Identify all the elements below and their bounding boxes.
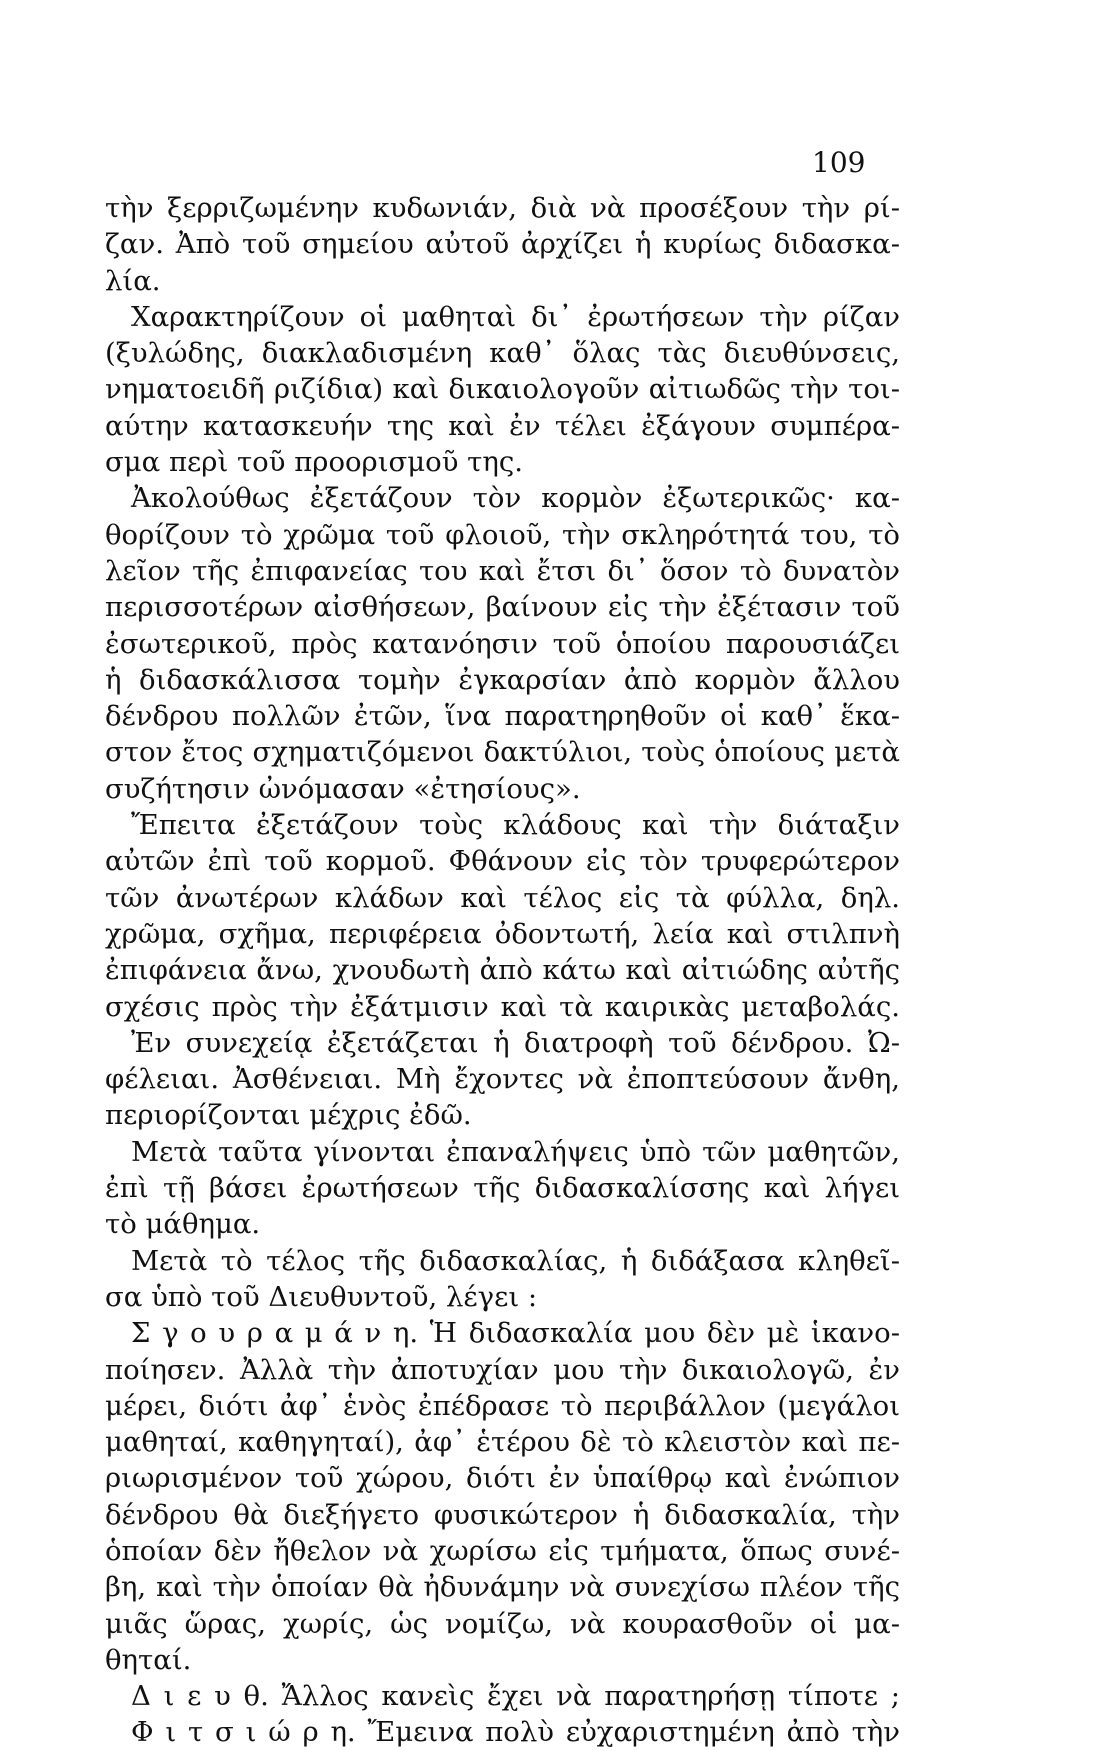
text-line: αὐτῶν ἐπὶ τοῦ κορμοῦ. Φθάνουν εἰς τὸν τρυφερώτερον [105, 845, 900, 878]
text-line: λεῖον τῆς ἐπιφανείας του καὶ ἔτσι δι᾽ ὅσον τὸ δυνατὸν [105, 554, 900, 587]
text-line: μέρει, διότι ἀφ᾽ ἑνὸς ἐπέδρασε τὸ περιβάλλον (μεγάλοι [105, 1389, 900, 1422]
text-line: περιορίζονται μέχρις ἐδῶ. [105, 1099, 472, 1132]
text-line: ἡ διδασκάλισσα τομὴν ἐγκαρσίαν ἀπὸ κορμὸν ἄλλου [105, 663, 900, 696]
text-line: ζαν. Ἀπὸ τοῦ σημείου αὐτοῦ ἀρχίζει ἡ κυρίως διδασκα- [105, 228, 900, 261]
text-line: δένδρου θὰ διεξήγετο φυσικώτερον ἡ διδασκαλία, τὴν [105, 1498, 900, 1531]
text-line: χρῶμα, σχῆμα, περιφέρεια ὀδοντωτή, λεία καὶ στιλπνὴ [105, 917, 900, 950]
text-line: ριωρισμένον τοῦ χώρου, διότι ἐν ὑπαίθρῳ καὶ ἐνώπιον [105, 1462, 900, 1495]
text-line: Ἔπειτα ἐξετάζουν τοὺς κλάδους καὶ τὴν διάταξιν [131, 809, 900, 842]
text-line: Μετὰ τὸ τέλος τῆς διδασκαλίας, ἡ διδάξασα κληθεῖ- [131, 1244, 900, 1277]
text-line: Μετὰ ταῦτα γίνονται ἐπαναλήψεις ὑπὸ τῶν μαθητῶν, [131, 1135, 900, 1168]
text-line: θορίζουν τὸ χρῶμα τοῦ φλοιοῦ, τὴν σκληρότητά του, τὸ [105, 518, 900, 551]
text-line: ἐπιφάνεια ἄνω, χνουδωτὴ ἀπὸ κάτω καὶ αἰτιώδης αὐτῆς [105, 954, 900, 987]
text-line: ἐσωτερικοῦ, πρὸς κατανόησιν τοῦ ὁποίου παρουσιάζει [105, 627, 900, 660]
text-line: Σ γ ο υ ρ α μ ά ν η. Ἡ διδασκαλία μου δὲν μὲ ἱκανο- [131, 1317, 900, 1350]
text-line: αύτην κατασκευήν της καὶ ἐν τέλει ἐξάγουν συμπέρα- [105, 409, 900, 442]
text-line: περισσοτέρων αἰσθήσεων, βαίνουν εἰς τὴν ἐξέτασιν τοῦ [105, 591, 900, 624]
text-line: φέλειαι. Ἀσθένειαι. Μὴ ἔχοντες νὰ ἐποπτεύσουν ἄνθη, [105, 1063, 900, 1096]
text-line: σα ὑπὸ τοῦ Διευθυντοῦ, λέγει : [105, 1280, 538, 1313]
text-line: μαθηταί, καθηγηταί), ἀφ᾽ ἑτέρου δὲ τὸ κλειστὸν καὶ πε- [105, 1426, 900, 1459]
text-line: (ξυλώδης, διακλαδισμένη καθ᾽ ὅλας τὰς διευθύνσεις, [105, 337, 900, 370]
text-line: δένδρου πολλῶν ἐτῶν, ἵνα παρατηρηθοῦν οἱ καθ᾽ ἕκα- [105, 700, 900, 733]
text-line: σχέσις πρὸς τὴν ἐξάτμισιν καὶ τὰ καιρικὰς μεταβολάς. [105, 990, 900, 1023]
text-line: βη, καὶ τὴν ὁποίαν θὰ ἠδυνάμην νὰ συνεχίσω πλέον τῆς [105, 1571, 900, 1604]
text-line: τὸ μάθημα. [105, 1208, 261, 1241]
text-line: θηταί. [105, 1643, 192, 1676]
text-line: νηματοειδῆ ριζίδια) καὶ δικαιολογοῦν αἰτιωδῶς τὴν τοι- [105, 373, 900, 406]
text-line: Χαρακτηρίζουν οἱ μαθηταὶ δι᾽ ἐρωτήσεων τὴν ρίζαν [131, 300, 900, 333]
page-number: 109 [812, 146, 866, 179]
text-line: τῶν ἀνωτέρων κλάδων καὶ τέλος εἰς τὰ φύλλα, δηλ. [105, 881, 900, 914]
text-line: στον ἔτος σχηματιζόμενοι δακτύλιοι, τοὺς ὁποίους μετὰ [105, 736, 900, 769]
text-line: συζήτησιν ὠνόμασαν «ἐτησίους». [105, 772, 581, 805]
text-line: ὁποίαν δὲν ἤθελον νὰ χωρίσω εἰς τμήματα, ὅπως συνέ- [105, 1534, 900, 1567]
text-line: Ἀκολούθως ἐξετάζουν τὸν κορμὸν ἐξωτερικῶς· κα- [131, 482, 900, 515]
text-line: λία. [105, 264, 161, 297]
text-line: Δ ι ε υ θ. Ἄλλος κανεὶς ἔχει νὰ παρατηρήσῃ τίποτε ; [131, 1680, 900, 1713]
text-line: μιᾶς ὥρας, χωρίς, ὡς νομίζω, νὰ κουρασθοῦν οἱ μα- [105, 1607, 900, 1640]
body-text [105, 190, 900, 1751]
text-line: τὴν ξερριζωμένην κυδωνιάν, διὰ νὰ προσέξουν τὴν ρί- [105, 192, 900, 224]
text-line: σμα περὶ τοῦ προορισμοῦ της. [105, 446, 523, 479]
text-line: Ἐν συνεχείᾳ ἐξετάζεται ἡ διατροφὴ τοῦ δένδρου. Ὠ- [131, 1026, 900, 1059]
text-line: ἐπὶ τῇ βάσει ἐρωτήσεων τῆς διδασκαλίσσης καὶ λήγει [105, 1172, 900, 1205]
text-line: Φ ι τ σ ι ώ ρ η. Ἔμεινα πολὺ εὐχαριστημένη ἀπὸ τὴν [131, 1716, 900, 1749]
text-line: ποίησεν. Ἀλλὰ τὴν ἀποτυχίαν μου τὴν δικαιολογῶ, ἐν [105, 1353, 900, 1386]
